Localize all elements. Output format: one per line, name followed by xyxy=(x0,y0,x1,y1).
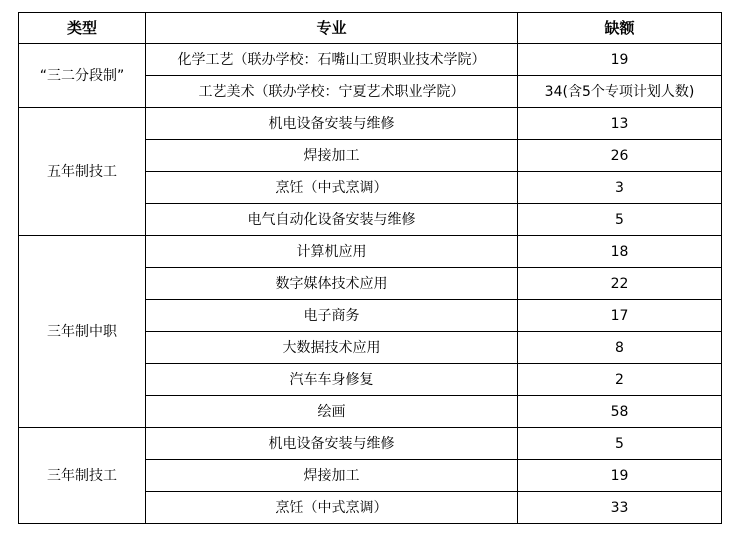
count-cell: 22 xyxy=(518,268,722,300)
major-cell: 焊接加工 xyxy=(146,460,518,492)
major-cell: 计算机应用 xyxy=(146,236,518,268)
count-cell: 5 xyxy=(518,204,722,236)
count-cell: 26 xyxy=(518,140,722,172)
table-row xyxy=(19,108,722,140)
count-cell: 33 xyxy=(518,492,722,524)
table-row xyxy=(19,428,722,460)
category-cell: “三二分段制” xyxy=(19,44,146,108)
count-cell: 19 xyxy=(518,460,722,492)
vacancy-table xyxy=(18,12,722,524)
header-type: 类型 xyxy=(19,13,146,44)
header-major: 专业 xyxy=(146,13,518,44)
count-cell: 2 xyxy=(518,364,722,396)
header-row xyxy=(19,13,722,44)
major-cell: 烹饪（中式烹调） xyxy=(146,172,518,204)
major-cell: 烹饪（中式烹调） xyxy=(146,492,518,524)
major-cell: 电子商务 xyxy=(146,300,518,332)
category-cell: 五年制技工 xyxy=(19,108,146,236)
vacancy-table-container xyxy=(18,12,722,524)
major-cell: 机电设备安装与维修 xyxy=(146,108,518,140)
major-cell: 电气自动化设备安装与维修 xyxy=(146,204,518,236)
count-cell: 17 xyxy=(518,300,722,332)
major-cell: 焊接加工 xyxy=(146,140,518,172)
table-row xyxy=(19,236,722,268)
count-cell: 3 xyxy=(518,172,722,204)
count-cell: 34(含5个专项计划人数) xyxy=(518,76,722,108)
count-cell: 58 xyxy=(518,396,722,428)
major-cell: 大数据技术应用 xyxy=(146,332,518,364)
major-cell: 化学工艺（联办学校：石嘴山工贸职业技术学院） xyxy=(146,44,518,76)
count-cell: 19 xyxy=(518,44,722,76)
category-cell: 三年制技工 xyxy=(19,428,146,524)
count-cell: 8 xyxy=(518,332,722,364)
table-row xyxy=(19,44,722,76)
major-cell: 数字媒体技术应用 xyxy=(146,268,518,300)
category-cell: 三年制中职 xyxy=(19,236,146,428)
header-count: 缺额 xyxy=(518,13,722,44)
count-cell: 5 xyxy=(518,428,722,460)
major-cell: 机电设备安装与维修 xyxy=(146,428,518,460)
count-cell: 18 xyxy=(518,236,722,268)
major-cell: 工艺美术（联办学校：宁夏艺术职业学院） xyxy=(146,76,518,108)
count-cell: 13 xyxy=(518,108,722,140)
major-cell: 绘画 xyxy=(146,396,518,428)
major-cell: 汽车车身修复 xyxy=(146,364,518,396)
